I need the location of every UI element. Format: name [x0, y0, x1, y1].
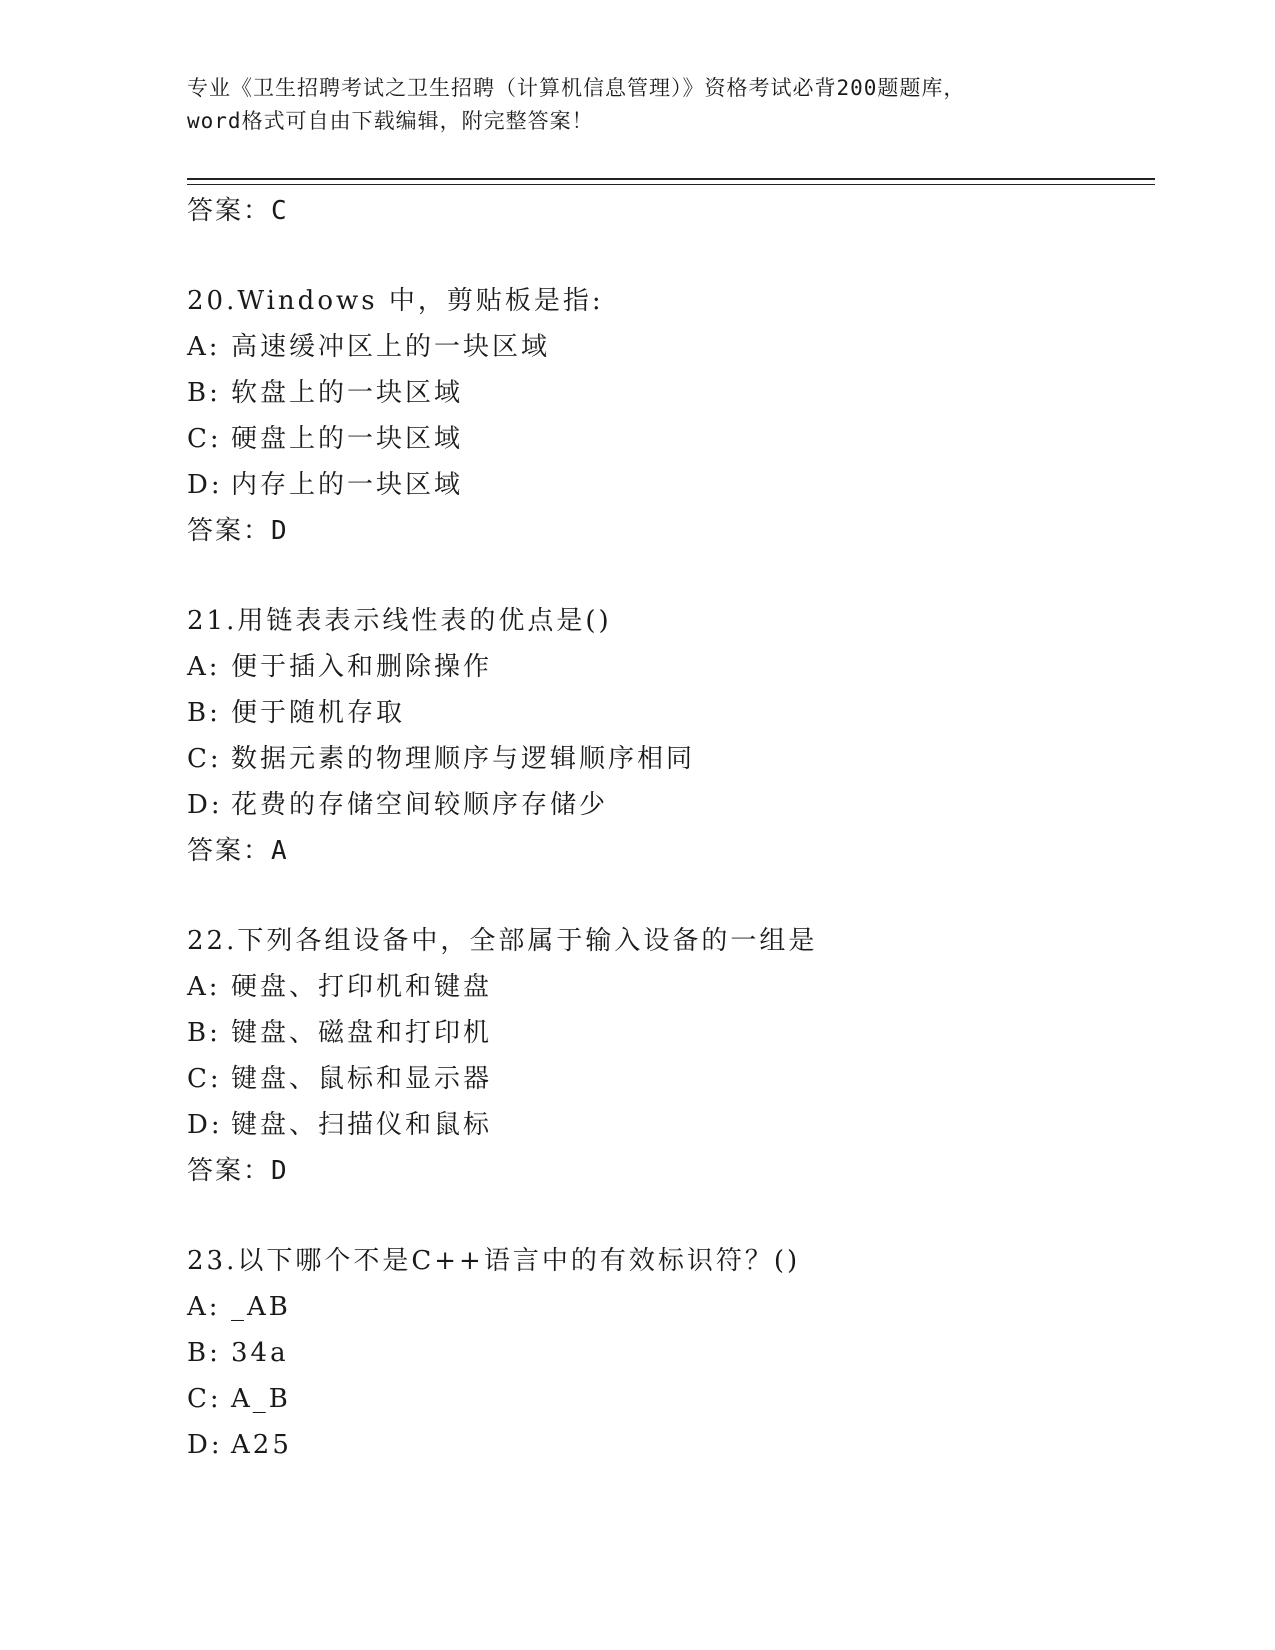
option-text: A25: [231, 1430, 292, 1460]
option-d: [187, 1422, 1147, 1468]
option-key: A:: [187, 972, 221, 1002]
option-a: [187, 324, 1147, 370]
option-key: D:: [187, 1110, 223, 1140]
option-a: [187, 1284, 1147, 1330]
question-20: [187, 278, 1147, 554]
option-text: _AB: [231, 1292, 291, 1322]
question-title: 22.下列各组设备中，全部属于输入设备的一组是: [187, 926, 818, 956]
question-answer: 答案：D: [187, 516, 289, 546]
option-c: [187, 1056, 1147, 1102]
question-title: 20.Windows 中，剪贴板是指:: [187, 286, 604, 316]
option-text: 键盘、鼠标和显示器: [231, 1064, 493, 1094]
option-key: B:: [187, 698, 221, 728]
option-key: B:: [187, 1018, 221, 1048]
option-key: B:: [187, 378, 221, 408]
question-answer: 答案：A: [187, 836, 289, 866]
previous-answer: 答案：C: [187, 196, 289, 226]
option-key: D:: [187, 1430, 223, 1460]
document-body: [187, 188, 1147, 1468]
option-b: [187, 690, 1147, 736]
option-d: [187, 1102, 1147, 1148]
option-key: A:: [187, 332, 221, 362]
question-22: [187, 918, 1147, 1194]
option-text: 数据元素的物理顺序与逻辑顺序相同: [231, 744, 696, 774]
option-text: 便于插入和删除操作: [231, 652, 493, 682]
option-key: C:: [187, 1384, 222, 1414]
option-text: 键盘、扫描仪和鼠标: [231, 1110, 493, 1140]
option-b: [187, 1010, 1147, 1056]
question-title: 21.用链表表示线性表的优点是(): [187, 606, 612, 636]
option-c: [187, 736, 1147, 782]
option-text: 键盘、磁盘和打印机: [231, 1018, 493, 1048]
option-a: [187, 644, 1147, 690]
option-text: 软盘上的一块区域: [231, 378, 464, 408]
question-23: [187, 1238, 1147, 1468]
option-key: C:: [187, 744, 222, 774]
option-c: [187, 416, 1147, 462]
header-line-1: 专业《卫生招聘考试之卫生招聘（计算机信息管理）》资格考试必背200题题库，: [187, 76, 966, 100]
option-text: 花费的存储空间较顺序存储少: [231, 790, 609, 820]
option-b: [187, 370, 1147, 416]
question-title: 23.以下哪个不是C++语言中的有效标识符？(): [187, 1246, 801, 1276]
option-key: D:: [187, 470, 223, 500]
document-header: [187, 72, 1067, 138]
option-d: [187, 782, 1147, 828]
option-key: A:: [187, 1292, 221, 1322]
header-divider-thin: [187, 184, 1155, 185]
option-a: [187, 964, 1147, 1010]
header-divider-thick: [187, 178, 1155, 180]
option-text: 便于随机存取: [231, 698, 406, 728]
option-text: 高速缓冲区上的一块区域: [231, 332, 551, 362]
option-text: 硬盘、打印机和键盘: [231, 972, 493, 1002]
option-key: C:: [187, 424, 222, 454]
option-b: [187, 1330, 1147, 1376]
option-text: A_B: [231, 1384, 291, 1414]
option-key: D:: [187, 790, 223, 820]
question-answer: 答案：D: [187, 1156, 289, 1186]
header-line-2: word格式可自由下载编辑，附完整答案！: [187, 109, 594, 133]
question-21: [187, 598, 1147, 874]
option-d: [187, 462, 1147, 508]
option-text: 内存上的一块区域: [231, 470, 464, 500]
option-c: [187, 1376, 1147, 1422]
option-key: A:: [187, 652, 221, 682]
option-text: 34a: [231, 1338, 289, 1368]
option-key: C:: [187, 1064, 222, 1094]
option-text: 硬盘上的一块区域: [231, 424, 464, 454]
option-key: B:: [187, 1338, 221, 1368]
